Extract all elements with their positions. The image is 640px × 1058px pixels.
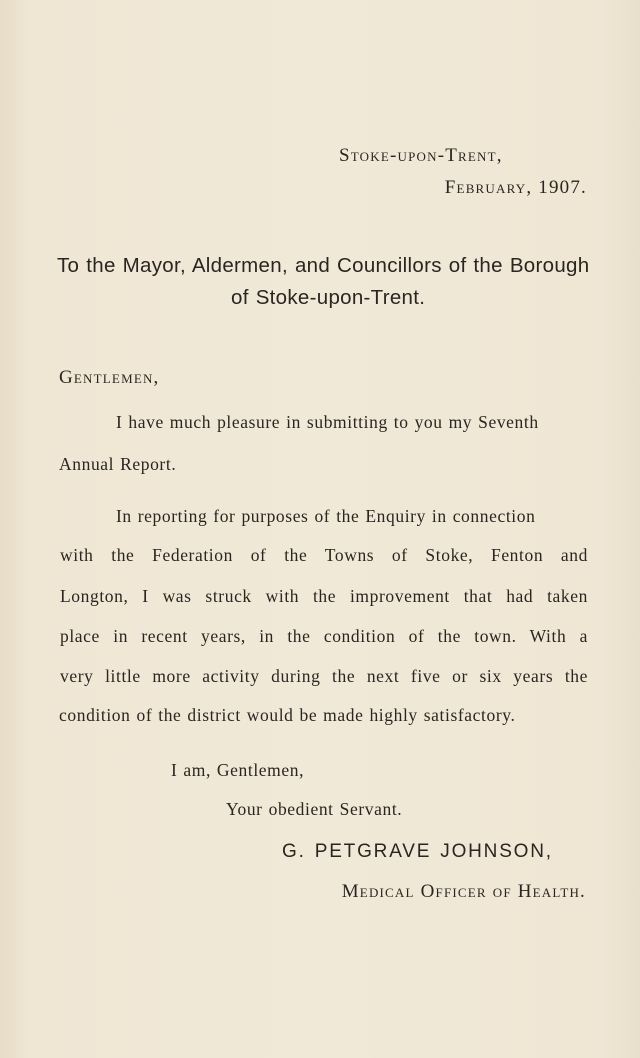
closing-line-2: Your obedient Servant. [226, 799, 403, 819]
paragraph-2-line-4: place in recent years, in the condition of the town. With a [60, 626, 588, 646]
signature-title: Medical Officer of Health. [341, 881, 586, 902]
paragraph-2-line-1: In reporting for purposes of the Enquiry in connection [116, 506, 536, 526]
address-line-2: of Stoke-upon-Trent. [231, 286, 426, 309]
paragraph-2-line-5: very little more activity during the next five or six years the [60, 666, 588, 686]
closing-line-1: I am, Gentlemen, [171, 760, 305, 780]
salutation: Gentlemen, [59, 367, 160, 388]
place-line: Stoke-upon-Trent, [339, 145, 503, 166]
address-line-1: To the Mayor, Aldermen, and Councillors of the Borough [57, 254, 590, 277]
paragraph-2-line-2: with the Federation of the Towns of Stoke, Fenton and [60, 545, 588, 565]
paragraph-1-line-2: Annual Report. [59, 454, 177, 474]
signature-name: G. PETGRAVE JOHNSON, [282, 841, 553, 862]
paragraph-2-line-6: condition of the district would be made highly satisfactory. [59, 705, 516, 725]
paragraph-2-line-3: Longton, I was struck with the improvement that had taken [60, 586, 588, 606]
date-line: February, 1907. [444, 177, 587, 198]
paragraph-1-line-1: I have much pleasure in submitting to you my Seventh [116, 412, 539, 432]
